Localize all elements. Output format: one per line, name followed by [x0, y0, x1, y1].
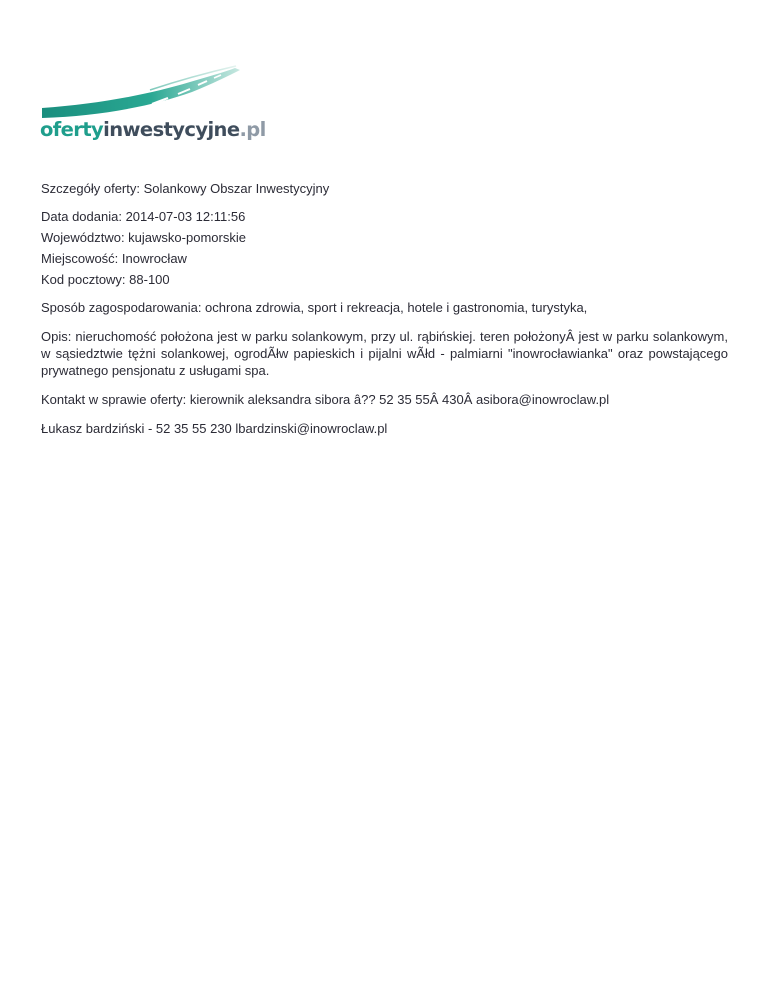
voivodeship: Województwo: kujawsko-pomorskie — [41, 230, 246, 245]
logo-word-inwestycyjne: inwestycyjne — [103, 118, 240, 141]
logo-word-pl: .pl — [239, 118, 266, 141]
site-logo[interactable] — [40, 64, 266, 146]
offer-description: Opis: nieruchomość położona jest w parku solankowym, przy ul. rąbińskiej. teren położonyÂ jest w parku solankowym, w sąsiedztwie tężni solankowej, ogrodÃłw papieskich i pijalni wÃłd - palmiarni "inowrocławianka" oraz powstającego prywatnego pensjonatu z usługami spa. — [41, 329, 728, 378]
offer-details — [41, 180, 728, 437]
date-added: Data dodania: 2014-07-03 12:11:56 — [41, 209, 246, 224]
contact-info: Kontakt w sprawie oferty: kierownik aleksandra sibora â?? 52 35 55Â 430Â asibora@inowroclaw.pl — [41, 392, 610, 407]
road-icon — [40, 64, 250, 120]
contact-info-secondary: Łukasz bardziński - 52 35 55 230 lbardzinski@inowroclaw.pl — [41, 421, 388, 436]
postal-code: Kod pocztowy: 88-100 — [41, 272, 170, 287]
logo-wordmark — [40, 118, 266, 141]
city: Miejscowość: Inowrocław — [41, 251, 187, 266]
land-usage: Sposób zagospodarowania: ochrona zdrowia, sport i rekreacja, hotele i gastronomia, turystyka, — [41, 300, 588, 315]
offer-title: Szczegóły oferty: Solankowy Obszar Inwestycyjny — [41, 181, 330, 196]
logo-word-oferty: oferty — [40, 118, 104, 141]
